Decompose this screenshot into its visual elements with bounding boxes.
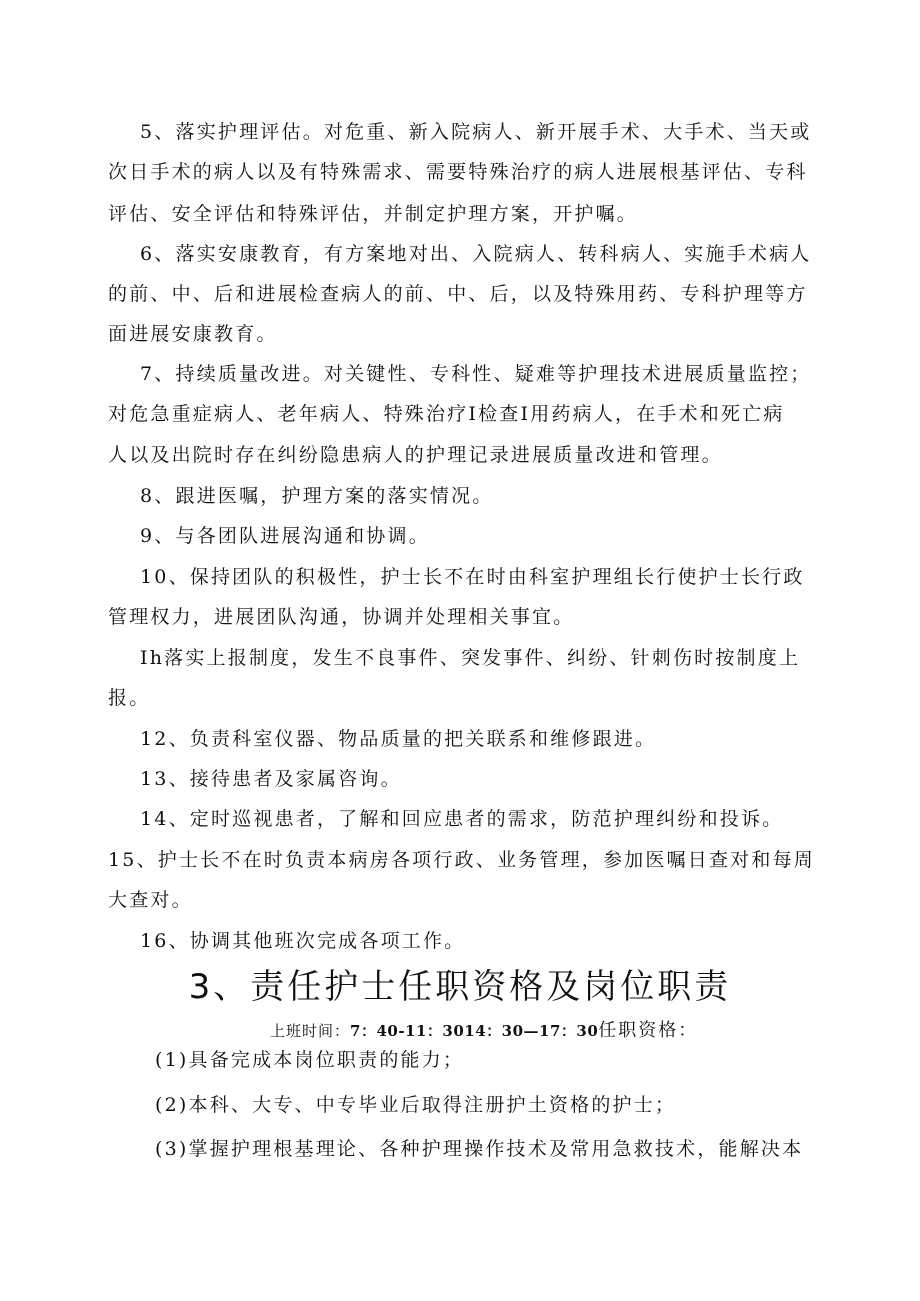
text-line: 大查对。: [108, 889, 193, 911]
qualification-item: (1)具备完成本岗位职责的能力；: [155, 1049, 465, 1071]
work-schedule: [270, 1020, 698, 1042]
text-line: 报。: [108, 687, 151, 709]
text-line: 面进展安康教育。: [108, 323, 278, 345]
paragraph-13: 13、接待患者及家属咨询。: [140, 768, 402, 790]
text-line: 6、落实安康教育，有方案地对出、入院病人、转科病人、实施手术病人: [140, 243, 812, 265]
text-line: 评估、安全评估和特殊评估，并制定护理方案，开护嘱。: [108, 203, 639, 225]
text-line: 7、持续质量改进。对关键性、专科性、疑难等护理技术进展质量监控；: [140, 363, 812, 385]
paragraph-14: 14、定时巡视患者，了解和回应患者的需求，防范护理纠纷和投诉。: [140, 808, 784, 830]
text-line: 人以及出院时存在纠纷隐患病人的护理记录进展质量改进和管理。: [108, 444, 723, 466]
text-line: 的前、中、后和进展检查病人的前、中、后，以及特殊用药、专科护理等方: [108, 283, 808, 305]
paragraph-9: 9、与各团队进展沟通和协调。: [140, 525, 430, 547]
schedule-label: 上班时间：: [270, 1022, 351, 1040]
text-line: 对危急重症病人、老年病人、特殊治疗I检查I用药病人，在手术和死亡病: [108, 403, 785, 425]
paragraph-16: 16、协调其他班次完成各项工作。: [140, 930, 466, 952]
text-line: 5、落实护理评估。对危重、新入院病人、新开展手术、大手术、当天或: [140, 121, 812, 143]
qualification-item: (2)本科、大专、中专毕业后取得注册护土资格的护士；: [155, 1094, 677, 1116]
paragraph-8: 8、跟进医嘱，护理方案的落实情况。: [140, 485, 494, 507]
qualification-item: (3)掌握护理根基理论、各种护理操作技术及常用急救技术，能解决本: [155, 1138, 804, 1160]
qualification-label: 任职资格：: [598, 1020, 699, 1041]
text-line: 15、护士长不在时负责本病房各项行政、业务管理，参加医嘱日查对和每周: [108, 849, 815, 871]
text-line: 次日手术的病人以及有特殊需求、需要特殊治疗的病人进展根基评估、专科: [108, 161, 808, 183]
schedule-times: 7：40-11：3014：30—17：30: [350, 1022, 599, 1040]
section-heading: 3、责任护士任职资格及岗位职责: [188, 967, 732, 1007]
text-line: Ih落实上报制度，发生不良事件、突发事件、纠纷、针刺伤时按制度上: [140, 647, 801, 669]
paragraph-12: 12、负责科室仪器、物品质量的把关联系和维修跟进。: [140, 728, 657, 750]
text-line: 管理权力，进展团队沟通，协调并处理相关事宜。: [108, 606, 575, 628]
text-line: 10、保持团队的积极性，护士长不在时由科室护理组长行使护士长行政: [140, 566, 805, 588]
